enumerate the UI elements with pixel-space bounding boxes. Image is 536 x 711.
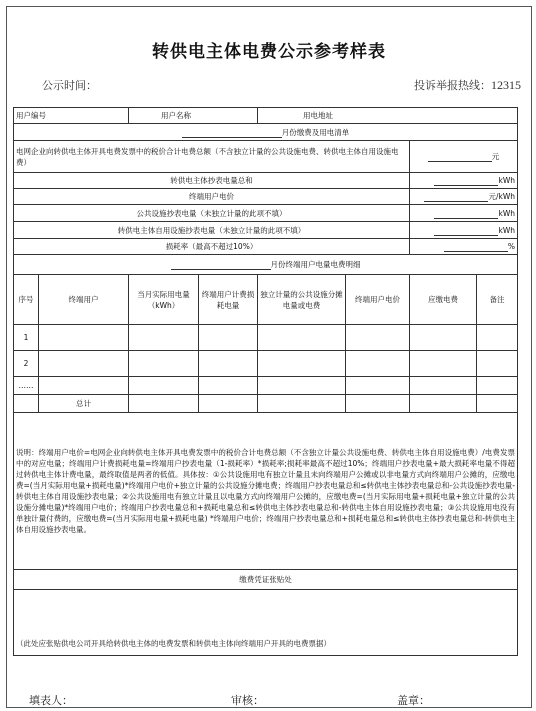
col-header-remark: 备注 [477,275,518,325]
filler-label: 填表人： [29,694,73,707]
month-blank [171,260,271,270]
col-header-seq: 序号 [14,275,39,325]
notice-time-label: 公示时间： [42,79,97,92]
detail-title [14,255,518,275]
col-header-fee: 应缴电费 [410,275,477,325]
value-blank [434,226,498,236]
row-price-label: 终端用户电价 [14,189,410,205]
col-header-user: 终端用户 [39,275,129,325]
row-self-use-value: kWh [410,222,518,239]
reviewer-label: 审核： [231,694,264,707]
row-seq: …… [14,377,39,395]
user-no-label: 用户编号 [14,108,129,124]
col-header-loss: 终端用户计费损耗电量 [199,275,258,325]
value-blank [434,176,498,186]
col-header-shared: 独立计量的公共设施分摊电量或电费 [258,275,346,325]
explanation-note: 说明：终端用户电价=电网企业向转供电主体开具电费发票中的税价合计电费总额（不含独立计量公共设施电费、转供电主体自用设施电费）/电费发票中的对应电量；终端用户计费损耗电量=终端用户抄表电量（1-损耗率）*损耗率;损耗率最高不超过10%；终端用户抄表电量+最大损耗率电量不得超过转供电主体计费电量，最终取值是两者的低值。具体按：①公共设施用电有独立计量且未向终端用户公摊或以非电量方式向终端用户公摊的，应缴电费=(当月实际用电量+损耗电量)*终端用户电价+独立计量的公共设施分摊电费；终端用户抄表电量总和≤转供电主体抄表电量总和-公共设施抄表电量-转供电主体自用设施抄表电量；②公共设施用电有独立计量且以电量方式向终端用户公摊的，应缴电费=(当月实际用电量+损耗电量+独立计量的公共设施分摊电量)*终端用户电价；终端用户抄表电量总和+损耗电量总和≤转供电主体抄表电量总和-转供电主体自用设施抄表电量；③公共设施用电没有单独计量付费的，应缴电费=(当月实际用电量+损耗电量) *终端用户电价；终端用户抄表电量总和+损耗电量总和≤转供电主体抄表电量总和-转供电主体自用设施抄表电量。 [14,413,518,570]
row-self-use-label: 转供电主体自用设施抄表电量（未独立计量的此项不填） [14,222,410,239]
user-name-label: 用户名称 [129,108,258,124]
bill-title [14,124,518,141]
form-page [6,6,532,708]
table-row [14,351,518,377]
row-total-fee-label: 电网企业向转供电主体开具电费发票中的税价合计电费总额（不含独立计量的公共设施电费、转供电主体自用设施电费） [14,141,410,173]
page-title: 转供电主体电费公示参考样表 [152,42,386,62]
row-price-value: 元/kWh [410,189,518,205]
row-seq: 2 [14,351,39,377]
row-public-value: kWh [410,205,518,222]
value-blank [424,192,488,202]
bill-title-text: 月份缴费及用电清单 [281,127,350,137]
hotline-label: 投诉举报热线： [414,79,491,92]
detail-title-text: 月份终端用户电量电费明细 [270,260,361,269]
row-meter-sum-label: 转供电主体抄表电量总和 [14,173,410,189]
value-blank [444,242,508,252]
row-total-fee-value: 元 [410,141,518,173]
table-row [14,377,518,395]
value-blank [434,209,498,219]
col-header-price: 终端用户电价 [346,275,410,325]
row-public-label: 公共设施抄表电量（未独立计量的此项不填） [14,205,410,222]
total-label: 总计 [39,395,129,413]
address-label: 用电地址 [258,108,518,124]
row-seq: 1 [14,325,39,351]
month-blank [182,128,282,138]
hotline [414,77,521,93]
seal-label: 盖章： [397,694,430,707]
receipt-note: （此处应张贴供电公司开具给转供电主体的电费发票和转供电主体向终端用户开具的电费票据） [14,590,518,656]
row-loss-label: 损耗率（最高不超过10%） [14,239,410,255]
hotline-number: 12315 [491,78,521,92]
value-blank [428,152,492,162]
table-row [14,395,518,413]
table-row [14,325,518,351]
receipt-title: 缴费凭证张贴处 [14,570,518,590]
row-loss-value: % [410,239,518,255]
row-meter-sum-value: kWh [410,173,518,189]
col-header-usage: 当月实际用电量（kWh） [129,275,199,325]
fee-table [13,107,518,656]
